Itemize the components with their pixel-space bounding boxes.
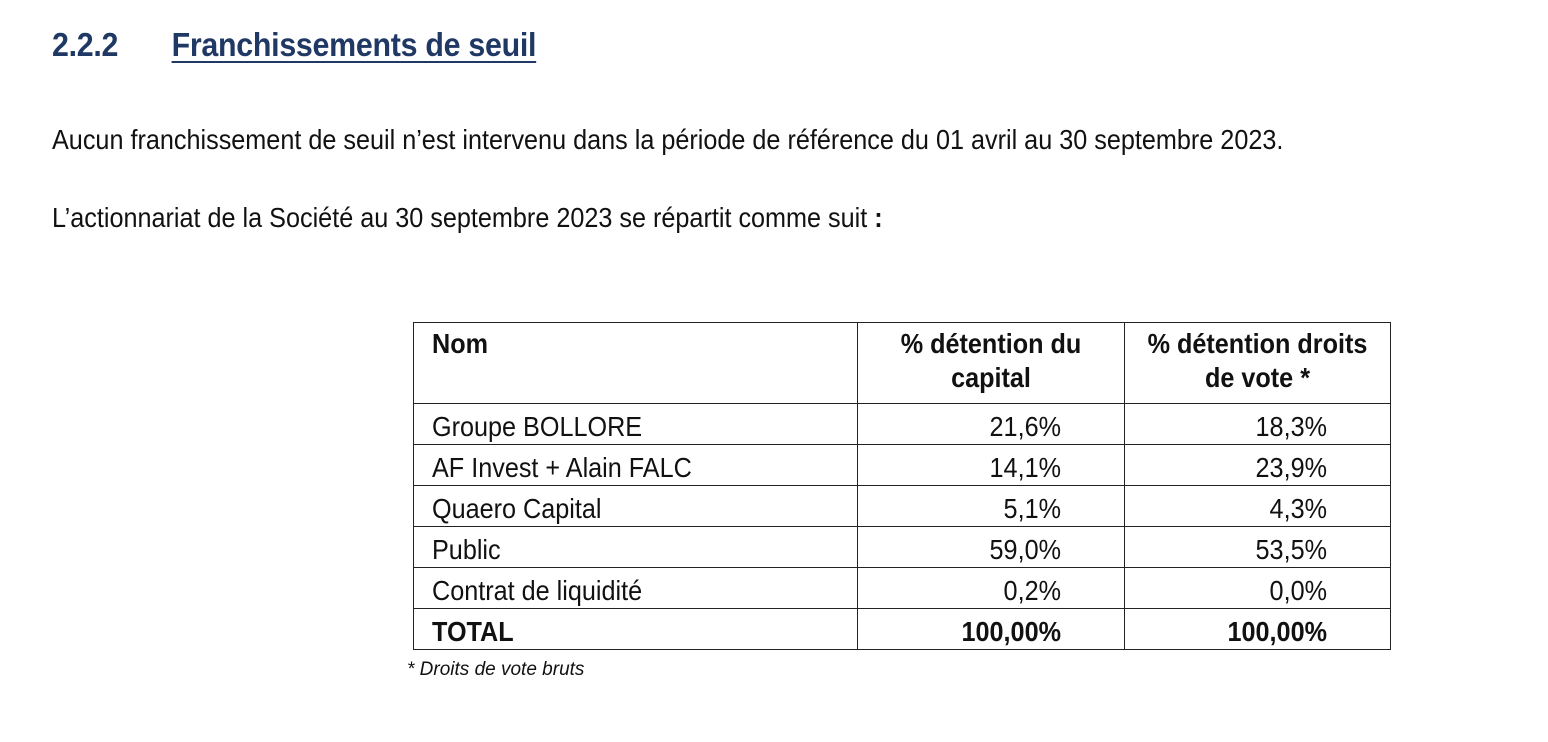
cell-name — [414, 445, 858, 486]
shareholding-table — [413, 322, 1391, 650]
header-votes — [1125, 323, 1391, 404]
cell-name-text: AF Invest + Alain FALC — [432, 452, 692, 484]
table-row — [414, 568, 1391, 609]
table-row — [414, 486, 1391, 527]
cell-name-text: Quaero Capital — [432, 493, 602, 525]
table-footnote: * Droits de vote bruts — [407, 659, 585, 680]
cell-name — [414, 486, 858, 527]
section-title: Franchissements de seuil — [171, 26, 537, 63]
cell-capital — [858, 568, 1125, 609]
cell-capital — [858, 404, 1125, 445]
paragraph-shareholding-colon: : — [867, 202, 883, 233]
cell-name — [414, 527, 858, 568]
cell-capital — [858, 445, 1125, 486]
cell-capital-text: 21,6% — [989, 411, 1061, 443]
paragraph-shareholding-text: L’actionnariat de la Société au 30 septembre 2023 se répartit comme suit — [52, 202, 868, 233]
header-name — [414, 323, 858, 404]
cell-name-text: Groupe BOLLORE — [432, 411, 643, 443]
cell-votes-text: 4,3% — [1269, 493, 1327, 525]
cell-total-name-text: TOTAL — [432, 616, 514, 648]
cell-capital-text: 0,2% — [1003, 575, 1061, 607]
table-total-row — [414, 609, 1391, 650]
cell-name — [414, 568, 858, 609]
cell-total-name — [414, 609, 858, 650]
section-heading — [52, 14, 536, 64]
cell-capital — [858, 527, 1125, 568]
cell-votes — [1125, 527, 1391, 568]
table-header-row — [414, 323, 1391, 404]
cell-capital — [858, 486, 1125, 527]
cell-votes — [1125, 568, 1391, 609]
table-row — [414, 527, 1391, 568]
cell-votes — [1125, 486, 1391, 527]
table-row — [414, 445, 1391, 486]
cell-votes-text: 53,5% — [1255, 534, 1327, 566]
cell-total-votes-text: 100,00% — [1227, 616, 1327, 648]
section-number: 2.2.2 — [52, 26, 119, 63]
cell-votes-text: 23,9% — [1255, 452, 1327, 484]
cell-votes-text: 18,3% — [1255, 411, 1327, 443]
cell-name — [414, 404, 858, 445]
cell-votes-text: 0,0% — [1269, 575, 1327, 607]
cell-capital-text: 14,1% — [989, 452, 1061, 484]
cell-total-capital-text: 100,00% — [961, 616, 1061, 648]
cell-capital-text: 5,1% — [1003, 493, 1061, 525]
header-name-label: Nom — [432, 328, 489, 359]
paragraph-threshold: Aucun franchissement de seuil n’est intervenu dans la période de référence du 01 avril au 30 septembre 2023. — [52, 124, 1284, 155]
header-capital-label: % détention du capital — [900, 328, 1082, 393]
cell-votes — [1125, 404, 1391, 445]
table-row — [414, 404, 1391, 445]
cell-total-votes — [1125, 609, 1391, 650]
header-votes-label: % détention droits de vote * — [1147, 328, 1368, 393]
cell-total-capital — [858, 609, 1125, 650]
cell-name-text: Public — [432, 534, 501, 566]
paragraph-shareholding — [52, 202, 883, 234]
header-capital — [858, 323, 1125, 404]
cell-votes — [1125, 445, 1391, 486]
cell-name-text: Contrat de liquidité — [432, 575, 643, 607]
cell-capital-text: 59,0% — [989, 534, 1061, 566]
